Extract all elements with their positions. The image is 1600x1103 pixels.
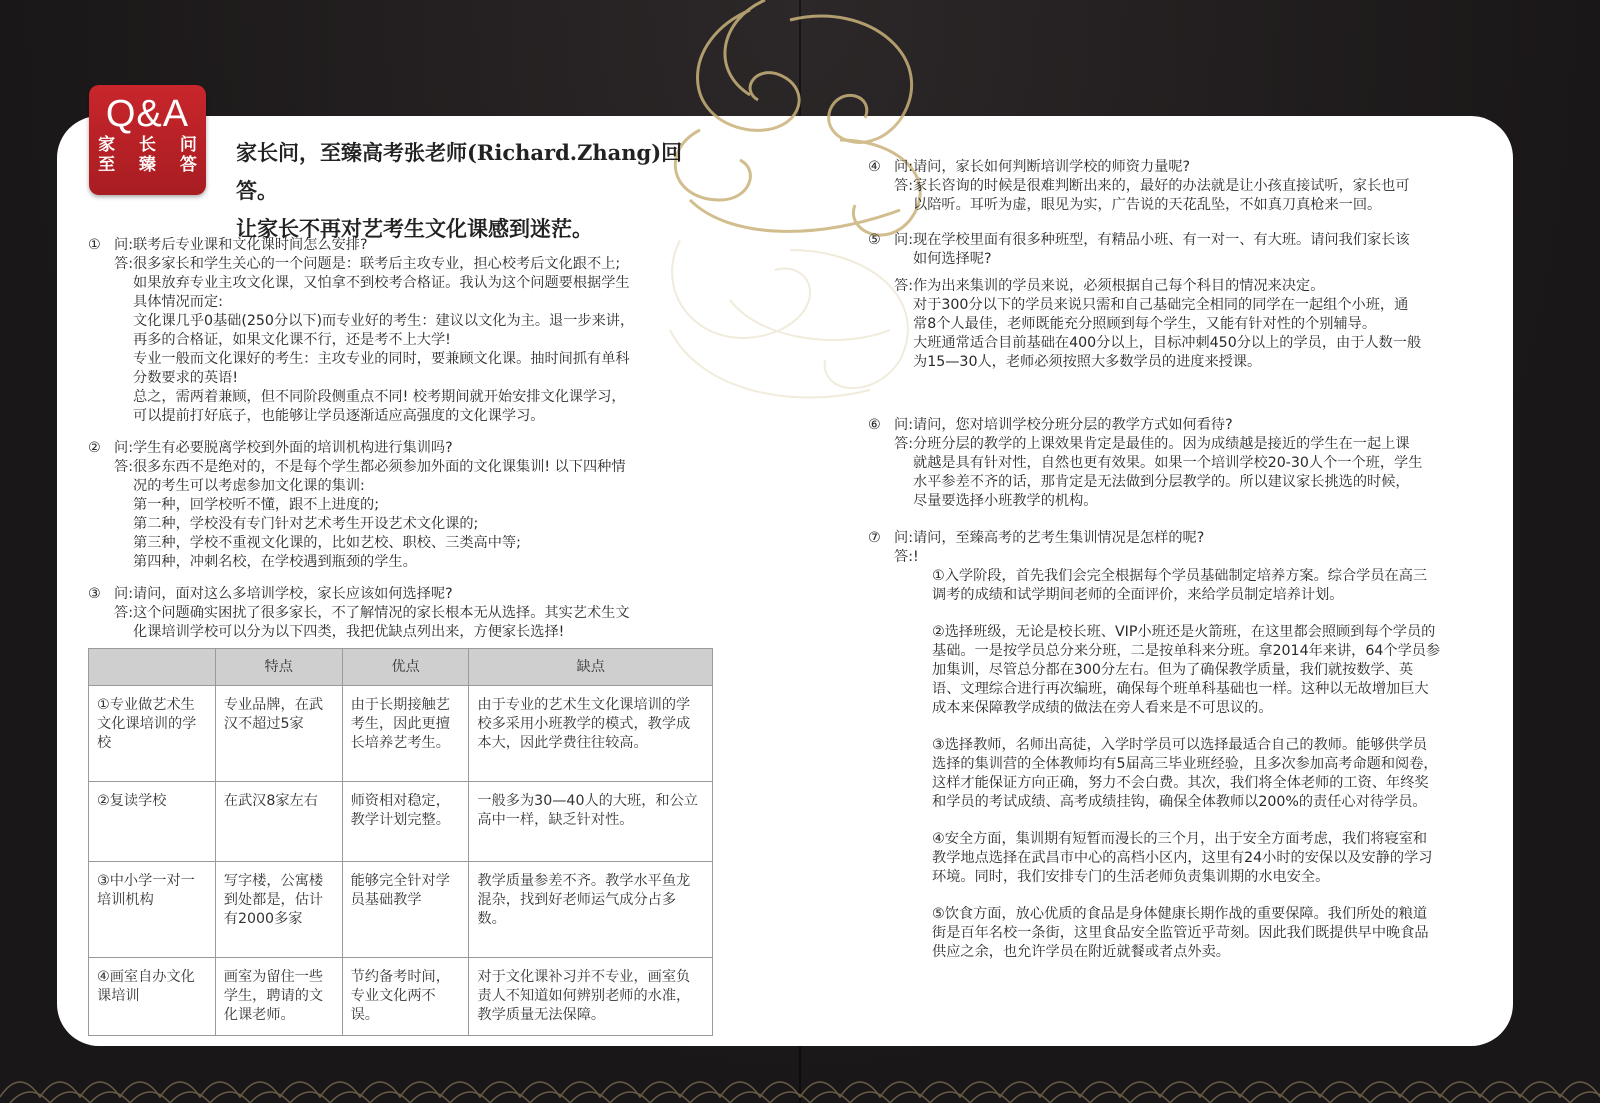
answer-lead: 答:分班分层的教学的上课效果肯定是最佳的。因为成绩越是接近的学生在一起上课 [894, 436, 1410, 452]
answer-paragraph [894, 830, 1488, 887]
question-number: ⑤ [868, 232, 881, 248]
qa-item-1 [88, 236, 708, 426]
table-header-row [89, 649, 713, 686]
question-number: ④ [868, 159, 881, 175]
question-text: 问:现在学校里面有很多种班型，有精品小班、有一对一、有大班。请问我们家长该 [894, 232, 1410, 248]
question-number: ⑥ [868, 417, 881, 433]
answer [88, 255, 708, 426]
qa-item-6 [868, 416, 1488, 511]
answer-line: 这样才能保证方向正确，努力不会白费。其次，我们将全体老师的工资、年终奖 [932, 775, 1429, 791]
answer-line: ④安全方面，集训期有短暂而漫长的三个月，出于安全方面考虑，我们将寝室和 [932, 831, 1428, 847]
answer-line: ①入学阶段，首先我们会完全根据每个学员基础制定培养方案。综合学员在高三 [932, 568, 1428, 584]
answer-line: ③选择教师，名师出高徒，入学时学员可以选择最适合自己的教师。能够供学员 [932, 737, 1428, 753]
answer-line: 以陪听。耳听为虚，眼见为实，广告说的天花乱坠，不如真刀真枪来一回。 [913, 197, 1382, 213]
table-cell: 师资相对稳定，教学计划完整。 [342, 782, 469, 862]
headline-line-1: 家长问，至臻高考张老师(Richard.Zhang)回答。 [236, 140, 683, 203]
question-number: ② [88, 440, 101, 456]
answer-line: 环境。同时，我们安排专门的生活老师负责集训期的水电安全。 [932, 869, 1330, 885]
answer-line: 调考的成绩和试学期间老师的全面评价，来给学员制定培养计划。 [932, 587, 1344, 603]
table-cell: 能够完全针对学员基础教学 [342, 862, 469, 958]
answer-line: 可以提前打好底子，也能够让学员逐渐适应高强度的文化课学习。 [133, 408, 545, 424]
answer-paragraph [894, 736, 1488, 812]
answer-line: 总之，需两着兼顾，但不同阶段侧重点不同! 校考期间就开始安排文化课学习， [133, 389, 626, 405]
question-text: 问:联考后专业课和文化课时间怎么安排? [114, 237, 368, 253]
answer-line: 供应之余，也允许学员在附近就餐或者点外卖。 [932, 944, 1230, 960]
answer-lead: 答:作为出来集训的学员来说，必须根据自己每个科目的情况来决定。 [894, 278, 1325, 294]
answer-line: 常8个人最佳，老师既能充分照顾到每个学生，又能有针对性的个别辅导。 [913, 316, 1377, 332]
table-header-cell: 特点 [215, 649, 342, 686]
answer-line: 对于300分以下的学员来说只需和自己基础完全相同的同学在一起组个小班，通 [913, 297, 1409, 313]
answer-line: 街是百年名校一条街，这里食品安全监管近乎苛刻。因此我们既提供早中晚食品 [932, 925, 1429, 941]
question-text-cont: 如何选择呢? [913, 251, 992, 267]
answer-lead: 答:! [894, 549, 919, 565]
answer-line: 专业一般而文化课好的考生：主攻专业的同时，要兼顾文化课。抽时间抓有单科 [133, 351, 630, 367]
answer-line: 文化课几乎0基础(250分以下)而专业好的考生：建议以文化为主。退一步来讲， [133, 313, 635, 329]
answer-line: 第四种，冲刺名校，在学校遇到瓶颈的学生。 [133, 554, 417, 570]
qa-badge [89, 85, 206, 195]
question-number: ③ [88, 586, 101, 602]
table-cell: 由于长期接触艺考生，因此更擅长培养艺考生。 [342, 686, 469, 782]
answer-paragraph [894, 905, 1488, 962]
answer-lead: 答:家长咨询的时候是很难判断出来的，最好的办法就是让小孩直接试听，家长也可 [894, 178, 1410, 194]
answer-line: 水平参差不齐的话，那肯定是无法做到分层教学的。所以建议家长挑选的时候， [913, 474, 1410, 490]
school-comparison-table [88, 648, 713, 1036]
table-cell: ③中小学一对一培训机构 [89, 862, 216, 958]
question-text: 问:学生有必要脱离学校到外面的培训机构进行集训吗? [114, 440, 453, 456]
qa-item-3 [88, 585, 708, 642]
table-header-cell: 优点 [342, 649, 469, 686]
answer-line: ②选择班级，无论是校长班、VIP小班还是火箭班，在这里都会照顾到每个学员的 [932, 624, 1436, 640]
table-header-cell [89, 649, 216, 686]
table-row [89, 958, 713, 1036]
wave-pattern-border [0, 1047, 1600, 1103]
table-row [89, 782, 713, 862]
answer-line: 况的考生可以考虑参加文化课的集训: [133, 478, 365, 494]
table-cell: ④画室自办文化课培训 [89, 958, 216, 1036]
answer-line: 再多的合格证，如果文化课不行，还是考不上大学! [133, 332, 451, 348]
headline-line-2: 让家长不再对艺考生文化课感到迷茫。 [236, 216, 593, 241]
answer-line: 第二种，学校没有专门针对艺术考生开设艺术文化课的; [133, 516, 479, 532]
qa-item-2 [88, 439, 708, 572]
badge-line-2: 至 臻 答 [98, 155, 206, 175]
answer-line: 教学地点选择在武昌市中心的高档小区内，这里有24小时的安保以及安静的学习 [932, 850, 1433, 866]
answer-line: 加集训，尽管总分都在300分左右。但为了确保教学质量，我们就按数学、英 [932, 662, 1414, 678]
answer-line: 大班通常适合目前基础在400分以上，目标冲刺450分以上的学员，由于人数一般 [913, 335, 1422, 351]
table-row [89, 862, 713, 958]
question-text: 问:请问，家长如何判断培训学校的师资力量呢? [894, 159, 1191, 175]
answer-line: 基础。一是按学员总分来分班，二是按单科来分班。拿2014年来讲，64个学员参 [932, 643, 1441, 659]
headline [236, 134, 716, 248]
table-cell: 在武汉8家左右 [215, 782, 342, 862]
answer [88, 604, 708, 642]
answer [868, 548, 1488, 962]
answer-lead: 答:很多家长和学生关心的一个问题是：联考后主攻专业，担心校考后文化跟不上; [114, 256, 621, 272]
answer [88, 458, 708, 572]
question-text: 问:请问，至臻高考的艺考生集训情况是怎样的呢? [894, 530, 1205, 546]
table-cell: ②复读学校 [89, 782, 216, 862]
table-cell: 写字楼，公寓楼到处都是，估计有2000多家 [215, 862, 342, 958]
table-cell: ①专业做艺术生文化课培训的学校 [89, 686, 216, 782]
table-cell: 节约备考时间，专业文化两不误。 [342, 958, 469, 1036]
answer-paragraph [894, 567, 1488, 605]
answer-line: 就越是具有针对性，自然也更有效果。如果一个培训学校20-30人个一个班，学生 [913, 455, 1423, 471]
answer-paragraph [894, 623, 1488, 718]
answer-lead: 答:这个问题确实困扰了很多家长，不了解情况的家长根本无从选择。其实艺术生文 [114, 605, 630, 621]
qa-item-5 [868, 231, 1488, 372]
answer-line: ⑤饮食方面，放心优质的食品是身体健康长期作战的重要保障。我们所处的粮道 [932, 906, 1428, 922]
qa-item-7 [868, 529, 1488, 962]
question-number: ① [88, 237, 101, 253]
answer-line: 选择的集训营的全体教师均有5届高三毕业班经验，且多次参加高考命题和阅卷， [932, 756, 1438, 772]
answer-line: 如果放弃专业主攻文化课，又怕拿不到校考合格证。我认为这个问题要根据学生 [133, 275, 630, 291]
answer-line: 语、文理综合进行再次编班，确保每个班单科基础也一样。这种以无故增加巨大 [932, 681, 1429, 697]
table-cell: 一般多为30—40人的大班，和公立高中一样，缺乏针对性。 [469, 782, 713, 862]
question-text: 问:请问，面对这么多培训学校，家长应该如何选择呢? [114, 586, 453, 602]
table-cell: 对于文化课补习并不专业，画室负责人不知道如何辨别老师的水准，教学质量无法保障。 [469, 958, 713, 1036]
answer-line: 第一种，回学校听不懂，跟不上进度的; [133, 497, 379, 513]
table-cell: 教学质量参差不齐。教学水平鱼龙混杂，找到好老师运气成分占多数。 [469, 862, 713, 958]
table-cell: 画室为留住一些学生，聘请的文化课老师。 [215, 958, 342, 1036]
answer [868, 435, 1488, 511]
table-cell: 专业品牌，在武汉不超过5家 [215, 686, 342, 782]
answer-line: 化课培训学校可以分为以下四类，我把优缺点列出来，方便家长选择! [133, 624, 565, 640]
answer [868, 277, 1488, 372]
badge-line-1: 家 长 问 [98, 135, 206, 155]
question-number: ⑦ [868, 530, 881, 546]
answer [868, 177, 1488, 215]
answer-line: 分数要求的英语! [133, 370, 239, 386]
qa-item-4 [868, 158, 1488, 215]
right-column [868, 158, 1488, 980]
table-cell: 由于专业的艺术生文化课培训的学校多采用小班教学的模式，教学成本大，因此学费往往较高。 [469, 686, 713, 782]
answer-line: 成本来保障教学成绩的做法在旁人看来是不可思议的。 [932, 700, 1273, 716]
answer-line: 和学员的考试成绩、高考成绩挂钩，确保全体教师以200%的责任心对待学员。 [932, 794, 1427, 810]
answer-lead: 答:很多东西不是绝对的，不是每个学生都必须参加外面的文化课集训! 以下四种情 [114, 459, 626, 475]
answer-line: 具体情况而定: [133, 294, 223, 310]
question-text: 问:请问，您对培训学校分班分层的教学方式如何看待? [894, 417, 1233, 433]
badge-title: Q&A [105, 93, 190, 135]
table-row [89, 686, 713, 782]
answer-line: 尽量要选择小班教学的机构。 [913, 493, 1098, 509]
answer-line: 为15—30人，老师必须按照大多数学员的进度来授课。 [913, 354, 1262, 370]
answer-line: 第三种，学校不重视文化课的，比如艺校、职校、三类高中等; [133, 535, 521, 551]
left-column [88, 236, 708, 655]
table-header-cell: 缺点 [469, 649, 713, 686]
